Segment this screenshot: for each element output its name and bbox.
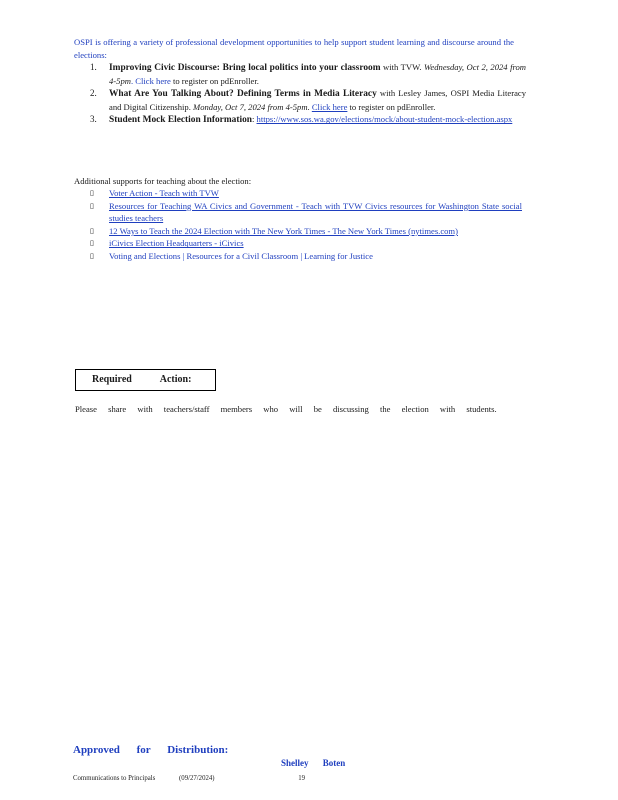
item-text: : [251, 114, 257, 125]
bullet-icon: ▯ [90, 201, 94, 210]
item-number: 1. [90, 62, 97, 72]
resource-link[interactable]: Voting and Elections | Resources for a Civil Classroom | Learning for Justice [109, 250, 373, 261]
list-item [90, 237, 522, 250]
item-title: Improving Civic Discourse: Bring local politics into your classroom [109, 63, 381, 73]
resource-links-list [90, 187, 522, 263]
item-text: with Lesley James, OSPI Media Literacy and Digital Citizenship. [109, 88, 526, 112]
pd-opportunities-list [90, 61, 526, 127]
list-item [90, 113, 526, 127]
item-number: 3. [90, 114, 97, 125]
register-link[interactable]: . Click here [130, 75, 171, 86]
item-text: to register on pdEnroller. [170, 75, 259, 86]
mock-election-link[interactable]: https://www.sos.wa.gov/elections/mock/about-student-mock-election.aspx [256, 114, 513, 125]
footer-title: Communications to Principals [73, 775, 156, 782]
item-number: 2. [90, 88, 97, 99]
page-footer [73, 775, 327, 782]
resource-link[interactable]: Resources for Teaching WA Civics and Government - Teach with TVW Civics resources for Washington State social studies teachers [109, 200, 522, 224]
list-item [90, 61, 526, 87]
list-item [90, 187, 522, 200]
bullet-icon: ▯ [90, 226, 94, 235]
list-item [90, 250, 522, 263]
item-title: What Are You Talking About? Defining Terms in Media Literacy [109, 89, 377, 100]
signer-name: Shelley Boten [281, 758, 346, 768]
required-action-text: Please share with teachers/staff members who will be discussing the election with students. [75, 404, 497, 414]
item-date: Monday, Oct 7, 2024 from 4-5pm [193, 101, 308, 112]
list-item [90, 225, 522, 238]
footer-date: (09/27/2024) [179, 775, 215, 782]
item-text: to register on pdEnroller. [347, 101, 436, 112]
item-text: with TVW. [380, 62, 425, 72]
bullet-icon: ▯ [90, 189, 94, 197]
resource-link[interactable]: Voter Action - Teach with TVW [109, 188, 219, 198]
page-number: 19 [298, 775, 306, 782]
register-link[interactable]: Click here [311, 101, 348, 112]
list-item: 2. What Are You Talking About? Defining Terms in Media Literacy with Lesley James, OSPI Media Literacy and Digital Citizenship. Monday, Oct 7, 2024 from 4-5pm. Click here to register on pdEnroller. [90, 88, 526, 112]
resource-link[interactable]: 12 Ways to Teach the 2024 Election with The New York Times - The New York Times (nytimes.com) [109, 225, 458, 236]
bullet-icon: ▯ [90, 251, 94, 260]
item-date: Wednesday, Oct 2, 2024 from 4-5pm [109, 62, 526, 86]
resource-link[interactable]: iCivics Election Headquarters - iCivics [109, 238, 244, 249]
item-title: Student Mock Election Information [109, 115, 252, 126]
required-action-heading: Required Action: [75, 369, 216, 391]
additional-supports-label: Additional supports for teaching about the election: [74, 176, 252, 186]
bullet-icon: ▯ [90, 239, 94, 248]
list-item [90, 200, 522, 225]
approved-for-distribution-label: Approved for Distribution: [73, 744, 229, 756]
intro-paragraph: OSPI is offering a variety of professional development opportunities to help support student learning and discourse around the elections: [74, 37, 514, 60]
